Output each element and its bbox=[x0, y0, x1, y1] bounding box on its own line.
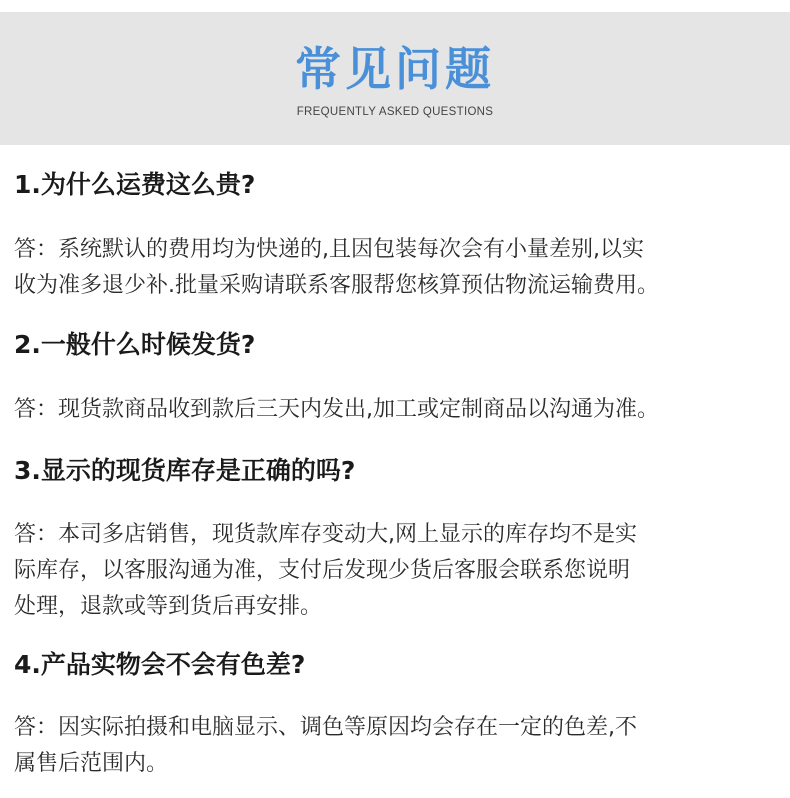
faq-item-4 bbox=[14, 650, 784, 776]
faq-answer-3-line-2: 际库存，以客服沟通为准，支付后发现少货后客服会联系您说明 bbox=[14, 558, 631, 583]
faq-answer-4-line-2: 属售后范围内。 bbox=[14, 751, 169, 776]
faq-item-2 bbox=[14, 330, 784, 422]
page-title: 常见问题 bbox=[295, 42, 495, 96]
faq-header-banner bbox=[0, 12, 790, 145]
faq-answer-2 bbox=[14, 392, 784, 428]
faq-item-1 bbox=[14, 170, 784, 298]
page-subtitle: FREQUENTLY ASKED QUESTIONS bbox=[296, 106, 494, 118]
faq-question-1: 1.为什么运费这么贵? bbox=[14, 170, 256, 199]
faq-question-3: 3.显示的现货库存是正确的吗? bbox=[14, 456, 356, 485]
faq-question-4: 4.产品实物会不会有色差? bbox=[14, 650, 306, 679]
faq-question-2: 2.一般什么时候发货? bbox=[14, 330, 256, 359]
faq-answer-1-line-2: 收为准多退少补.批量采购请联系客服帮您核算预估物流运输费用。 bbox=[14, 273, 659, 298]
faq-answer-3-line-3: 处理，退款或等到货后再安排。 bbox=[14, 594, 323, 619]
faq-answer-2-line-1: 答：现货款商品收到款后三天内发出,加工或定制商品以沟通为准。 bbox=[14, 397, 659, 422]
faq-answer-4 bbox=[14, 710, 784, 782]
faq-answer-3-line-1: 答：本司多店销售，现货款库存变动大,网上显示的库存均不是实 bbox=[14, 522, 637, 547]
faq-answer-4-line-1: 答：因实际拍摄和电脑显示、调色等原因均会存在一定的色差,不 bbox=[14, 715, 637, 740]
faq-answer-3 bbox=[14, 517, 784, 625]
faq-answer-1-line-1: 答：系统默认的费用均为快递的,且因包装每次会有小量差别,以实 bbox=[14, 237, 644, 262]
faq-answer-1 bbox=[14, 232, 784, 304]
faq-item-3 bbox=[14, 456, 784, 619]
